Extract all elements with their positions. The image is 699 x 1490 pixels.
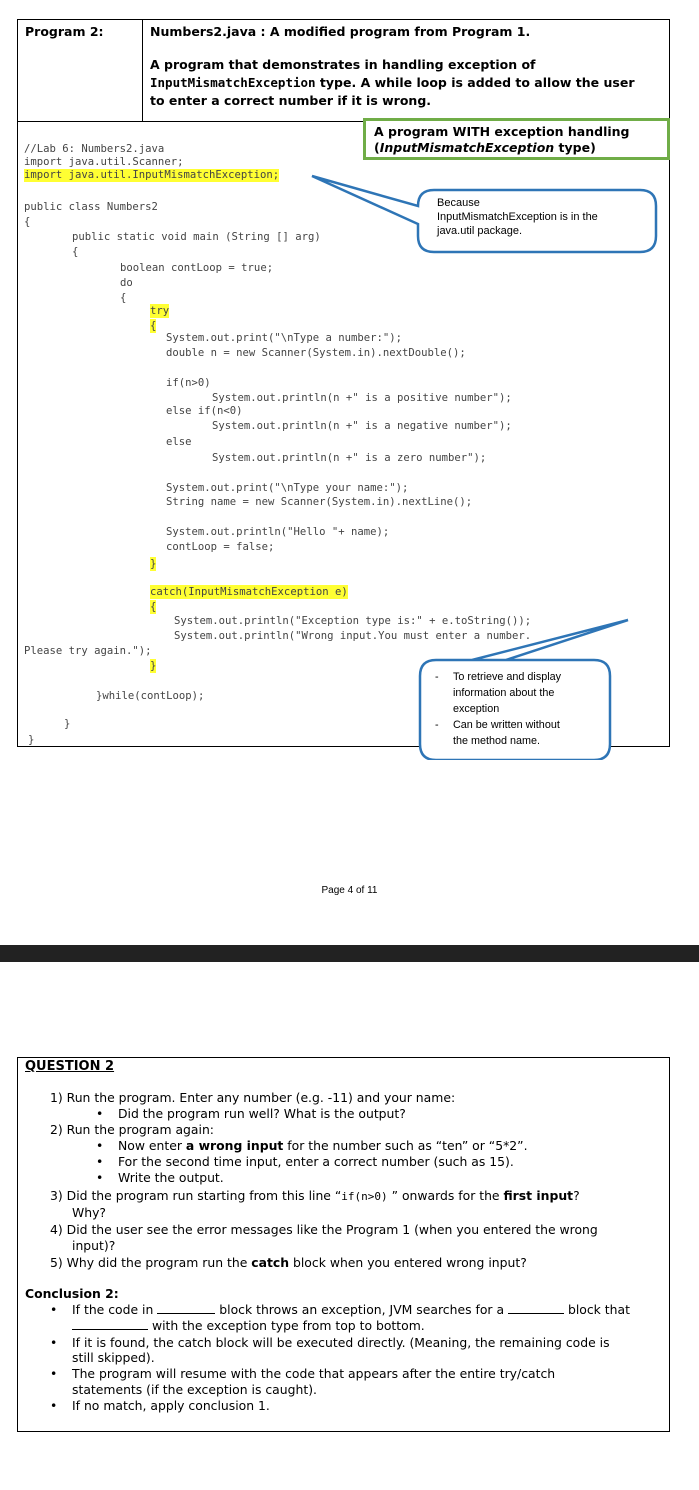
code-line: } [64, 718, 71, 730]
question-bullet: • Did the program run well? What is the output? [96, 1106, 406, 1121]
conclusion-bullet-cont: still skipped). [72, 1350, 155, 1365]
fill-in-blank[interactable] [157, 1303, 215, 1314]
question-item: 4) Did the user see the error messages like the Program 1 (when you entered the wrong [50, 1222, 598, 1237]
callout-exception-handling: A program WITH exception handling (InputMismatchException type) [363, 118, 670, 160]
question-bullet: • Write the output. [96, 1170, 224, 1185]
code-line-highlighted: } [150, 660, 157, 672]
code-line: double n = new Scanner(System.in).nextDouble(); [166, 347, 466, 359]
conclusion-bullet: • The program will resume with the code that appears after the entire try/catch [50, 1366, 556, 1381]
code-line: contLoop = false; [166, 541, 275, 553]
question-item: 1) Run the program. Enter any number (e.g. -11) and your name: [50, 1090, 456, 1105]
question-bullet: • Now enter a wrong input for the number such as “ten” or “5*2”. [96, 1138, 528, 1153]
code-line: if(n>0) [166, 377, 211, 389]
program-description: A program that demonstrates in handling exception of InputMismatchException type. A while loop is added to allow the user to enter a correct number if it is wrong. [150, 57, 635, 108]
conclusion-bullet-cont: with the exception type from top to bottom. [72, 1318, 425, 1333]
question-item: 2) Run the program again: [50, 1122, 214, 1137]
question-item: 5) Why did the program run the catch block when you entered wrong input? [50, 1255, 527, 1270]
code-line: }while(contLoop); [96, 690, 205, 702]
code-line: System.out.println(n +" is a positive number"); [212, 392, 512, 404]
program-label: Program 2: [25, 24, 104, 39]
code-line: System.out.print("\nType your name:"); [166, 482, 409, 494]
page-number: Page 4 of 11 [321, 885, 378, 896]
code-line: String name = new Scanner(System.in).nextLine(); [166, 496, 473, 508]
conclusion-bullet: • If no match, apply conclusion 1. [50, 1398, 270, 1413]
program-title: Numbers2.java : A modified program from Program 1. [150, 24, 531, 39]
description-code: InputMismatchException [150, 75, 316, 90]
code-line-highlighted: try [150, 305, 170, 317]
code-line: import java.util.Scanner; [24, 156, 184, 168]
code-line: do [120, 277, 133, 289]
code-line: { [72, 246, 79, 258]
code-line: System.out.println(n +" is a zero number"); [212, 452, 487, 464]
callout-because-text: Because InputMismatchException is in the java.util package. [437, 197, 598, 237]
code-line: System.out.println(n +" is a negative number"); [212, 420, 512, 432]
question-item: 3) Did the program run starting from this line “if(n>0) ” onwards for the first input? [50, 1188, 580, 1203]
fill-in-blank[interactable] [508, 1303, 564, 1314]
page-divider [0, 945, 699, 962]
code-line: boolean contLoop = true; [120, 262, 274, 274]
question-item-cont: Why? [72, 1205, 107, 1220]
code-line-highlighted: { [150, 601, 157, 613]
code-line: } [28, 734, 35, 746]
code-line: { [120, 292, 127, 304]
code-line-highlighted: import java.util.InputMismatchException; [24, 169, 280, 181]
question-bullet: • For the second time input, enter a correct number (such as 15). [96, 1154, 514, 1169]
code-line: Please try again."); [24, 645, 152, 657]
code-line-highlighted: { [150, 320, 157, 332]
callout-retrieve-text: - To retrieve and display information about the exception - Can be written without the method name. [435, 671, 562, 747]
code-line-highlighted: } [150, 558, 157, 570]
code-line-highlighted: catch(InputMismatchException e) [150, 586, 348, 598]
conclusion-bullet-cont: statements (if the exception is caught). [72, 1382, 317, 1397]
fill-in-blank[interactable] [72, 1319, 148, 1330]
code-line: else [166, 436, 192, 448]
code-line: else if(n<0) [166, 405, 243, 417]
code-line: System.out.println("Hello "+ name); [166, 526, 390, 538]
code-line: { [24, 216, 31, 228]
code-line: System.out.println("Exception type is:" + e.toString()); [174, 615, 532, 627]
code-line: //Lab 6: Numbers2.java [24, 143, 165, 155]
question-heading: QUESTION 2 [25, 1059, 115, 1074]
conclusion-bullet: • If it is found, the catch block will be executed directly. (Meaning, the remaining code is [50, 1335, 610, 1350]
code-line: public static void main (String [] arg) [72, 231, 321, 243]
question-item-cont: input)? [72, 1238, 116, 1253]
conclusion-heading: Conclusion 2: [25, 1286, 119, 1301]
code-line: public class Numbers2 [24, 201, 158, 213]
code-line: System.out.println("Wrong input.You must enter a number. [174, 630, 532, 642]
code-line: System.out.print("\nType a number:"); [166, 332, 402, 344]
conclusion-bullet: • If the code in block throws an exception, JVM searches for a block that [50, 1302, 630, 1317]
